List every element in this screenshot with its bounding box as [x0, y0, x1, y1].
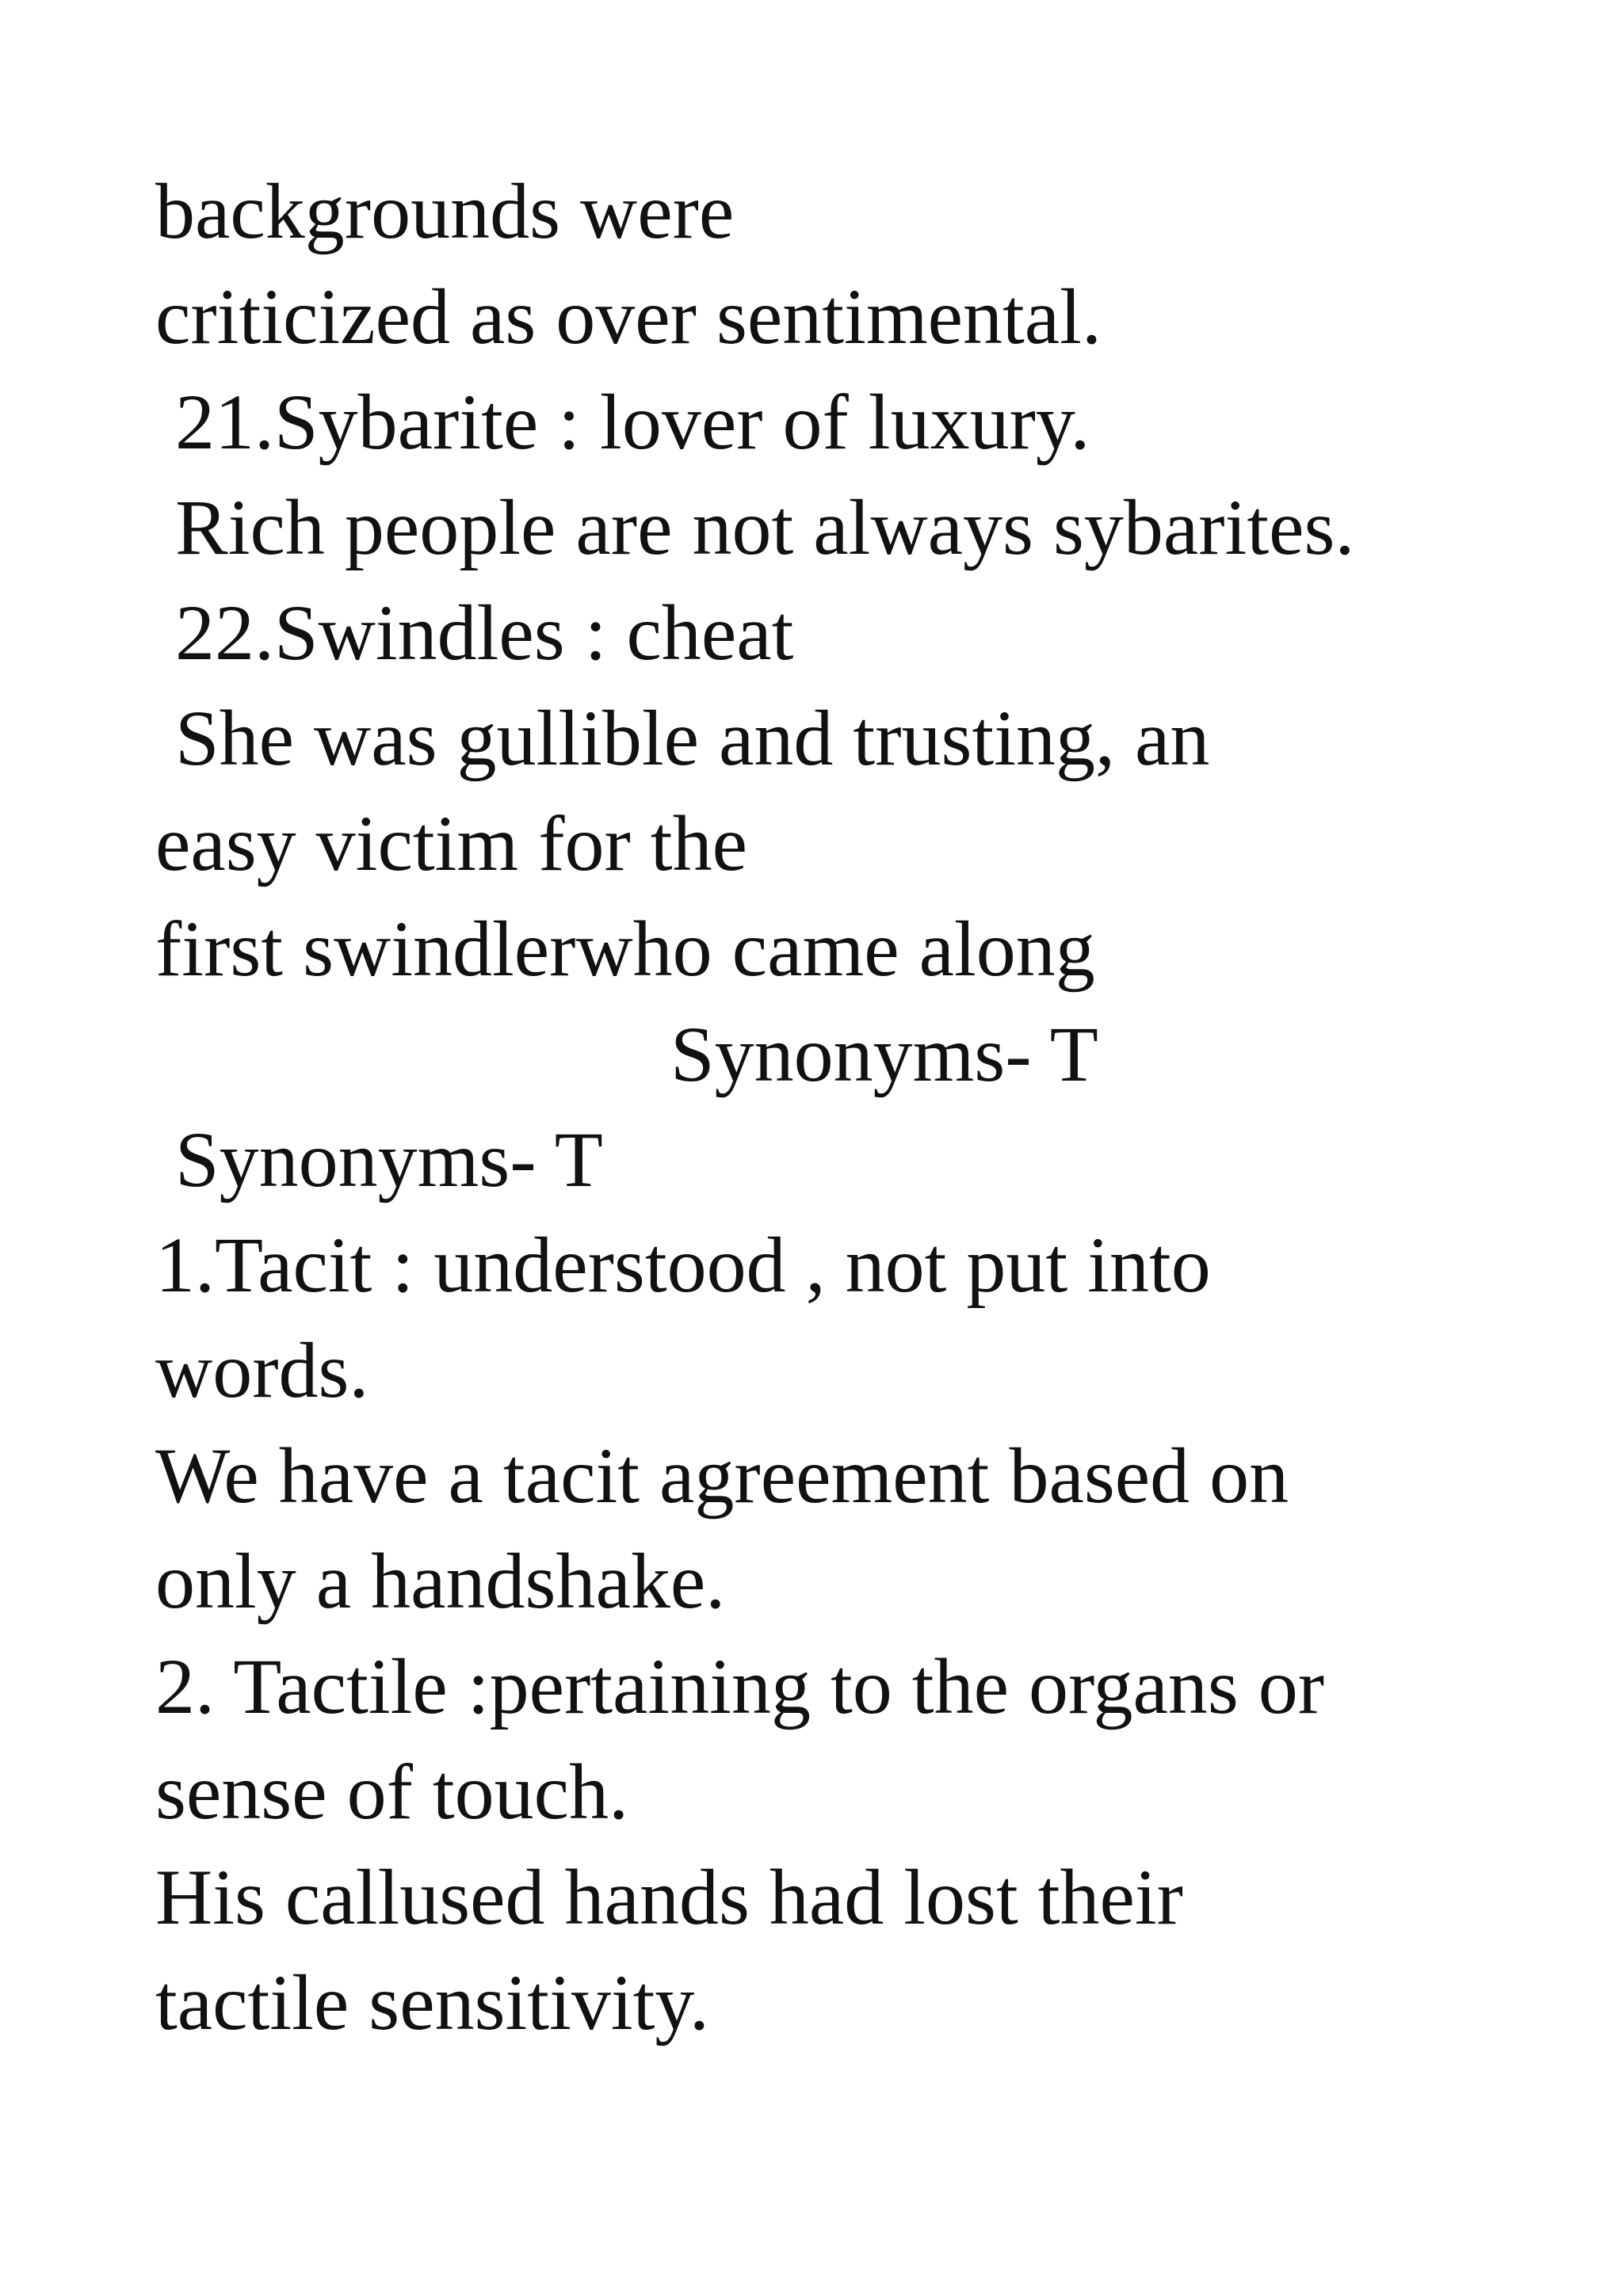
text-line: sense of touch. [155, 1748, 629, 1836]
text-line: She was gullible and trusting, an [155, 694, 1210, 782]
section-heading: Synonyms- T [155, 1010, 1098, 1098]
text-line: His callused hands had lost their [155, 1853, 1183, 1941]
text-line: first swindlerwho came along [155, 905, 1095, 993]
text-line: 2. Tactile :pertaining to the organs or [155, 1642, 1325, 1730]
section-heading: Synonyms- T [155, 1116, 603, 1203]
text-line: We have a tacit agreement based on [155, 1432, 1289, 1520]
text-line: 22.Swindles : cheat [155, 589, 794, 677]
text-line: tactile sensitivity. [155, 1958, 709, 2046]
text-line: Rich people are not always sybarites. [155, 483, 1355, 571]
text-line: 21.Sybarite : lover of luxury. [155, 378, 1090, 466]
text-line: words. [155, 1326, 369, 1414]
text-line: only a handshake. [155, 1537, 726, 1625]
text-line: backgrounds were [155, 167, 735, 255]
text-line: criticized as over sentimental. [155, 273, 1102, 360]
text-line: easy victim for the [155, 799, 747, 887]
text-line: 1.Tacit : understood , not put into [155, 1221, 1211, 1309]
document-body [155, 158, 1582, 2055]
